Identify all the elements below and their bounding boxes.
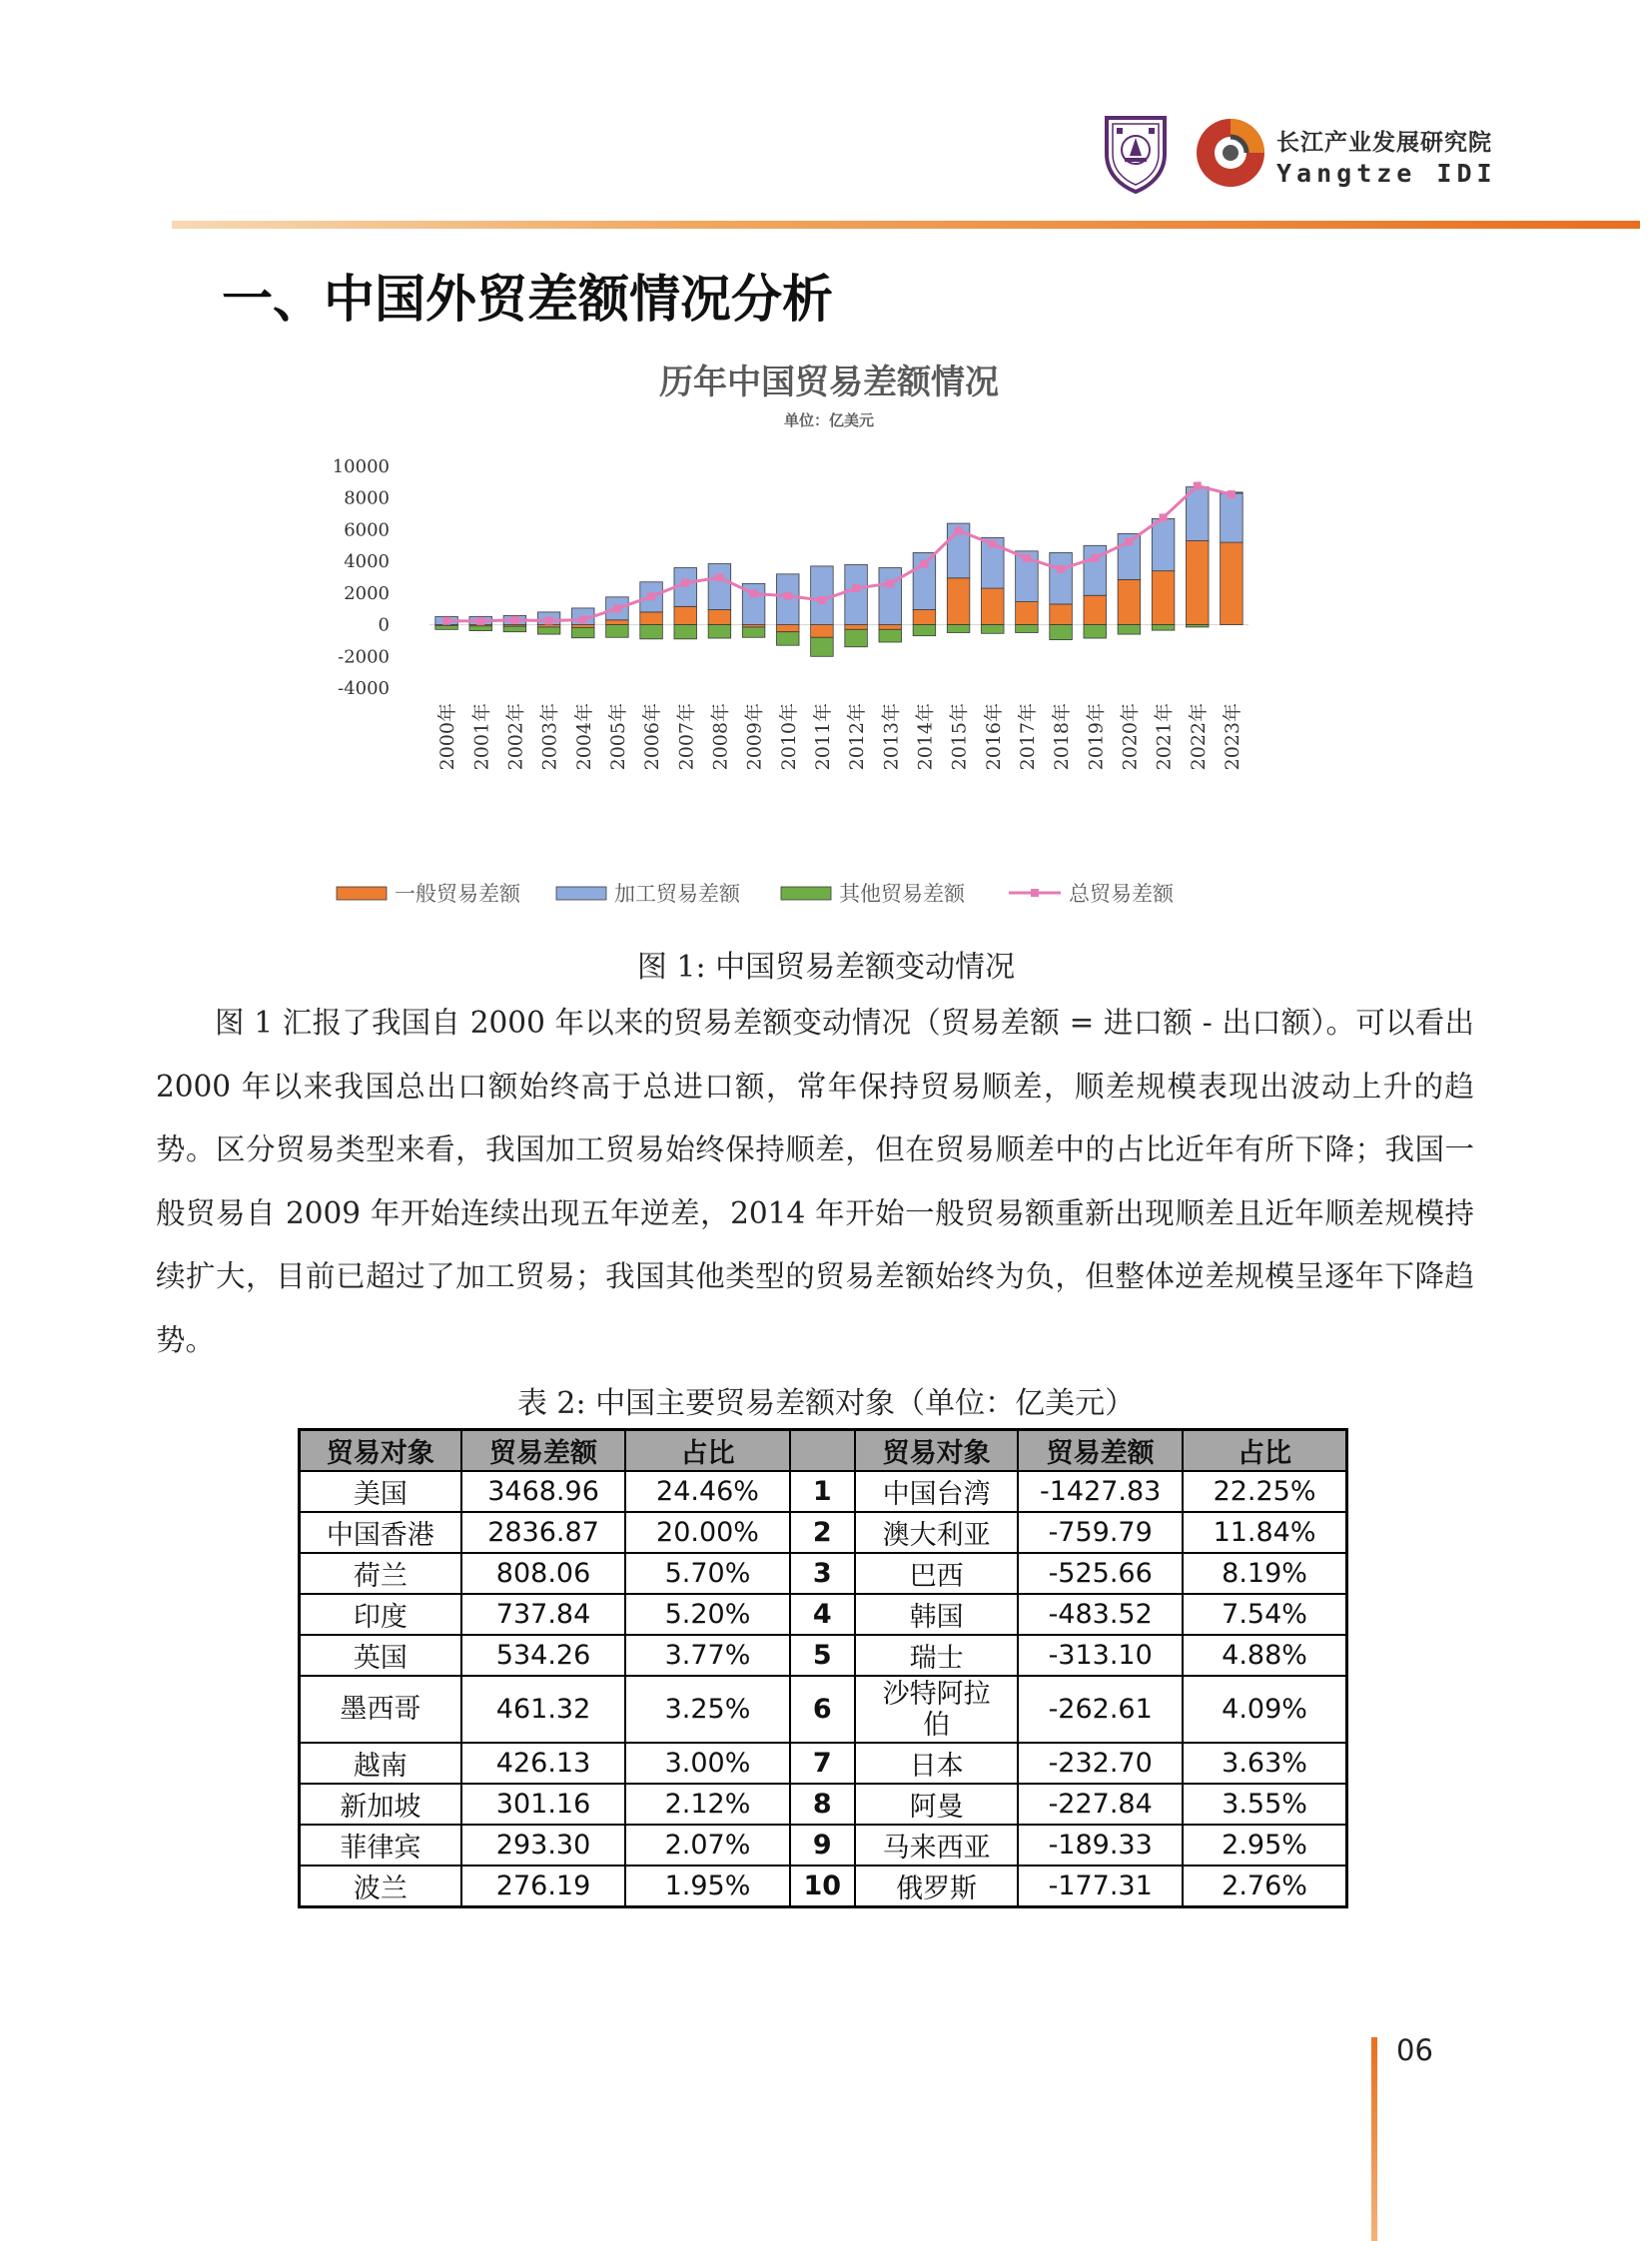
rank-cell: 6	[790, 1676, 855, 1743]
total-balance-point	[613, 604, 621, 612]
table-cell: 301.16	[461, 1784, 626, 1825]
table-cell: 英国	[300, 1635, 461, 1676]
total-balance-point	[920, 560, 928, 568]
rank-cell: 5	[790, 1635, 855, 1676]
brand-name-en: Yangtze IDI	[1276, 159, 1497, 188]
rank-cell: 3	[790, 1553, 855, 1594]
y-tick-label: -4000	[338, 678, 390, 699]
chart-title: 历年中国贸易差额情况	[659, 363, 999, 402]
total-balance-point	[579, 615, 587, 623]
yangtze-idi-logo-icon	[1193, 115, 1268, 191]
table-cell: 墨西哥	[300, 1676, 461, 1743]
table-cell: 737.84	[461, 1594, 626, 1635]
bar-segment-general	[1118, 579, 1141, 624]
total-balance-polyline	[446, 486, 1232, 621]
rank-cell: 7	[790, 1743, 855, 1784]
table-cell: -313.10	[1018, 1635, 1183, 1676]
x-tick-label: 2013年	[880, 703, 903, 771]
bar-segment-processing	[1050, 552, 1073, 604]
bar-segment-other	[811, 637, 834, 656]
bar-segment-other	[571, 627, 594, 637]
bar-segment-processing	[845, 564, 868, 624]
header-cell: 贸易差额	[461, 1430, 626, 1472]
university-seal-icon	[1103, 114, 1169, 194]
page-number: 06	[1396, 2033, 1433, 2067]
bar-segment-other	[776, 632, 799, 645]
chart-bars	[435, 487, 1242, 657]
x-tick-label: 2017年	[1016, 703, 1039, 771]
table-cell: -262.61	[1018, 1676, 1183, 1743]
x-tick-label: 2021年	[1153, 703, 1176, 771]
bar-segment-general	[1084, 595, 1107, 624]
table-cell: 新加坡	[300, 1784, 461, 1825]
bar-segment-other	[606, 625, 629, 638]
brand-block	[1276, 124, 1497, 188]
header-divider	[172, 221, 1640, 229]
table-cell: 美国	[300, 1471, 461, 1512]
rank-cell: 10	[790, 1866, 855, 1907]
total-balance-point	[750, 589, 758, 597]
total-balance-point	[784, 592, 792, 600]
table-cell: 沙特阿拉伯	[855, 1676, 1018, 1743]
x-tick-label: 2016年	[982, 703, 1005, 771]
table-cell: -1427.83	[1018, 1471, 1183, 1512]
table-cell: 534.26	[461, 1635, 626, 1676]
bar-segment-other	[1016, 625, 1039, 633]
table-cell: -483.52	[1018, 1594, 1183, 1635]
bar-segment-general	[1050, 604, 1073, 625]
x-tick-label: 2002年	[504, 703, 527, 771]
table-cell: 2.12%	[625, 1784, 789, 1825]
bar-segment-other	[1050, 625, 1073, 640]
table-row	[300, 1784, 1347, 1825]
table-cell: 2836.87	[461, 1512, 626, 1553]
bar-segment-general	[981, 588, 1004, 624]
bar-segment-other	[879, 629, 902, 642]
table-cell: 韩国	[855, 1594, 1018, 1635]
bar-segment-other	[845, 629, 868, 646]
table-cell: 3.55%	[1183, 1784, 1346, 1825]
bar-segment-processing	[1152, 518, 1175, 570]
table-cell: 2.76%	[1183, 1866, 1346, 1907]
bar-segment-general	[879, 625, 902, 630]
table-row	[300, 1635, 1347, 1676]
bar-segment-other	[1084, 625, 1107, 638]
total-balance-point	[510, 616, 518, 624]
x-tick-label: 2014年	[914, 703, 937, 771]
table-cell: 20.00%	[625, 1512, 789, 1553]
table-cell: 293.30	[461, 1825, 626, 1866]
bar-segment-general	[606, 620, 629, 625]
table-cell: 印度	[300, 1594, 461, 1635]
rank-cell: 2	[790, 1512, 855, 1553]
total-balance-point	[886, 579, 894, 587]
total-balance-point	[852, 584, 860, 592]
table-cell: -525.66	[1018, 1553, 1183, 1594]
x-tick-label: 2009年	[743, 703, 766, 771]
figure-caption: 图 1: 中国贸易差额变动情况	[636, 950, 1016, 985]
table-cell: 2.95%	[1183, 1825, 1346, 1866]
x-tick-label: 2023年	[1221, 703, 1243, 771]
trade-partner-table	[298, 1428, 1348, 1908]
bar-segment-other	[742, 627, 765, 637]
table-cell: 澳大利亚	[855, 1512, 1018, 1553]
chart-subtitle: 单位：亿美元	[783, 411, 875, 429]
table-row	[300, 1825, 1347, 1866]
table-cell: 5.20%	[625, 1594, 789, 1635]
table-cell: 808.06	[461, 1553, 626, 1594]
x-tick-label: 2022年	[1187, 703, 1210, 771]
table-row	[300, 1676, 1347, 1743]
legend-label: 总贸易差额	[1069, 882, 1174, 906]
section-title: 一、中国外贸差额情况分析	[222, 271, 834, 330]
x-axis	[436, 703, 1243, 770]
total-balance-point	[442, 617, 450, 625]
page-number-bar	[1371, 2037, 1377, 2241]
bar-segment-general	[708, 610, 731, 625]
table-cell: 3.77%	[625, 1635, 789, 1676]
table-cell: 3.63%	[1183, 1743, 1346, 1784]
y-tick-label: 10000	[332, 456, 390, 477]
table-cell: 波兰	[300, 1866, 461, 1907]
table-row	[300, 1512, 1347, 1553]
bar-segment-processing	[879, 567, 902, 624]
table-cell: 3.00%	[625, 1743, 789, 1784]
table-cell: 5.70%	[625, 1553, 789, 1594]
table-cell: 276.19	[461, 1866, 626, 1907]
bar-segment-general	[1152, 571, 1175, 625]
bar-segment-other	[469, 626, 492, 631]
legend-label: 其他贸易差额	[839, 882, 965, 906]
total-balance-line	[442, 482, 1236, 625]
x-tick-label: 2005年	[606, 703, 629, 771]
legend-swatch	[337, 887, 387, 900]
bar-segment-general	[640, 612, 663, 625]
table-cell: 阿曼	[855, 1784, 1018, 1825]
x-tick-label: 2018年	[1051, 703, 1074, 771]
bar-segment-processing	[1221, 493, 1243, 542]
bar-segment-other	[537, 627, 560, 634]
table-caption: 表 2: 中国主要贸易差额对象（单位：亿美元）	[516, 1386, 1136, 1421]
bar-segment-other	[947, 625, 970, 633]
bar-segment-general	[845, 625, 868, 630]
table-cell: 8.19%	[1183, 1553, 1346, 1594]
table-row	[300, 1471, 1347, 1512]
x-tick-label: 2019年	[1085, 703, 1108, 771]
total-balance-point	[647, 592, 655, 600]
bar-segment-other	[1118, 625, 1141, 635]
table-header-row	[300, 1430, 1347, 1472]
table-row	[300, 1594, 1347, 1635]
y-tick-label: 0	[378, 614, 390, 636]
bar-segment-other	[435, 625, 458, 629]
bar-segment-general	[1221, 542, 1243, 624]
bar-segment-general	[947, 578, 970, 625]
header-cell: 贸易差额	[1018, 1430, 1183, 1472]
table-cell: -759.79	[1018, 1512, 1183, 1553]
header-cell: 贸易对象	[300, 1430, 461, 1472]
x-tick-label: 2020年	[1119, 703, 1142, 771]
x-tick-label: 2012年	[846, 703, 869, 771]
total-balance-point	[1023, 554, 1031, 562]
total-balance-point	[1194, 482, 1202, 490]
x-tick-label: 2000年	[436, 703, 459, 771]
rank-cell: 4	[790, 1594, 855, 1635]
table-row	[300, 1553, 1347, 1594]
bar-segment-other	[1186, 625, 1209, 627]
x-tick-label: 2003年	[538, 703, 561, 771]
table-cell: 中国香港	[300, 1512, 461, 1553]
table-cell: 461.32	[461, 1676, 626, 1743]
table-cell: 3468.96	[461, 1471, 626, 1512]
table-cell: 越南	[300, 1743, 461, 1784]
table-row	[300, 1866, 1347, 1907]
table-cell: 1.95%	[625, 1866, 789, 1907]
y-tick-label: 2000	[344, 582, 390, 604]
total-balance-point	[1160, 513, 1168, 521]
table-cell: 4.88%	[1183, 1635, 1346, 1676]
trade-balance-chart	[330, 352, 1308, 921]
header-cell: 占比	[625, 1430, 789, 1472]
header-cell: 占比	[1183, 1430, 1346, 1472]
table-cell: 中国台湾	[855, 1471, 1018, 1512]
bar-segment-general	[776, 625, 799, 632]
x-tick-label: 2006年	[641, 703, 664, 771]
bar-segment-processing	[811, 566, 834, 625]
y-tick-label: -2000	[338, 646, 390, 668]
bar-segment-general	[571, 625, 594, 628]
x-tick-label: 2008年	[709, 703, 732, 771]
table-cell: 4.09%	[1183, 1676, 1346, 1743]
total-balance-point	[1057, 565, 1065, 573]
table-cell: 11.84%	[1183, 1512, 1346, 1553]
table-row	[300, 1743, 1347, 1784]
table-cell: 菲律宾	[300, 1825, 461, 1866]
total-balance-point	[1091, 554, 1099, 562]
bar-segment-other	[913, 625, 936, 636]
bar-segment-other	[1152, 625, 1175, 631]
bar-segment-other	[981, 625, 1004, 634]
table-cell: 日本	[855, 1743, 1018, 1784]
rank-cell: 1	[790, 1471, 855, 1512]
table-cell: -232.70	[1018, 1743, 1183, 1784]
table-cell: -227.84	[1018, 1784, 1183, 1825]
table-cell: -177.31	[1018, 1866, 1183, 1907]
legend-label: 加工贸易差额	[614, 882, 740, 906]
bar-segment-other	[674, 625, 697, 639]
bar-segment-general	[1186, 541, 1209, 625]
bar-segment-other	[503, 626, 526, 632]
bar-segment-general	[1016, 602, 1039, 625]
bar-segment-general	[811, 625, 834, 638]
table-cell: 24.46%	[625, 1471, 789, 1512]
chart-legend	[337, 882, 1175, 906]
total-balance-point	[681, 579, 689, 587]
table-cell: 7.54%	[1183, 1594, 1346, 1635]
y-tick-label: 4000	[344, 551, 390, 573]
header-cell: 贸易对象	[855, 1430, 1018, 1472]
table-cell: 3.25%	[625, 1676, 789, 1743]
header-cell	[790, 1430, 855, 1472]
x-tick-label: 2001年	[470, 703, 493, 771]
bar-segment-other	[640, 625, 663, 639]
total-balance-point	[715, 573, 723, 581]
bar-segment-other	[708, 625, 731, 638]
total-balance-point	[955, 526, 963, 534]
total-balance-point	[545, 617, 553, 625]
table-cell: 2.07%	[625, 1825, 789, 1866]
total-balance-point	[989, 540, 997, 548]
x-tick-label: 2015年	[948, 703, 971, 771]
bar-segment-general	[674, 606, 697, 624]
table-cell: 荷兰	[300, 1553, 461, 1594]
bar-segment-processing	[708, 564, 731, 610]
bar-segment-general	[913, 610, 936, 625]
table-body	[300, 1471, 1347, 1907]
legend-swatch	[556, 887, 606, 900]
table-cell: -189.33	[1018, 1825, 1183, 1866]
total-balance-point	[1228, 490, 1236, 498]
table-cell: 俄罗斯	[855, 1866, 1018, 1907]
legend-marker	[1031, 889, 1039, 897]
legend-swatch	[781, 887, 831, 900]
y-tick-label: 6000	[344, 519, 390, 541]
table-cell: 马来西亚	[855, 1825, 1018, 1866]
y-tick-label: 8000	[344, 487, 390, 509]
table-cell: 巴西	[855, 1553, 1018, 1594]
x-tick-label: 2011年	[811, 703, 834, 771]
table-cell: 瑞士	[855, 1635, 1018, 1676]
total-balance-point	[1125, 537, 1133, 545]
x-tick-label: 2010年	[777, 703, 800, 771]
body-paragraph: 图 1 汇报了我国自 2000 年以来的贸易差额变动情况（贸易差额 = 进口额 - 出口额）。可以看出 2000 年以来我国总出口额始终高于总进口额，常年保持贸易顺差，顺差规模表现出波动上升的趋势。区分贸易类型来看，我国加工贸易始终保持顺差，但在贸易顺差中的占比近年有所下降；我国一般贸易自 2009 年开始连续出现五年逆差，2014 年开始一般贸易额重新出现顺差且近年顺差规模持续扩大，目前已超过了加工贸易；我国其他类型的贸易差额始终为负，但整体逆差规模呈逐年下降趋势。	[156, 1006, 1474, 1357]
x-tick-label: 2007年	[675, 703, 698, 771]
total-balance-point	[476, 617, 484, 625]
legend-label: 一般贸易差额	[395, 882, 520, 906]
x-tick-label: 2004年	[572, 703, 595, 771]
rank-cell: 8	[790, 1784, 855, 1825]
table-cell: 22.25%	[1183, 1471, 1346, 1512]
table-cell: 426.13	[461, 1743, 626, 1784]
total-balance-point	[818, 596, 826, 604]
brand-name-cn: 长江产业发展研究院	[1276, 130, 1492, 156]
rank-cell: 9	[790, 1825, 855, 1866]
